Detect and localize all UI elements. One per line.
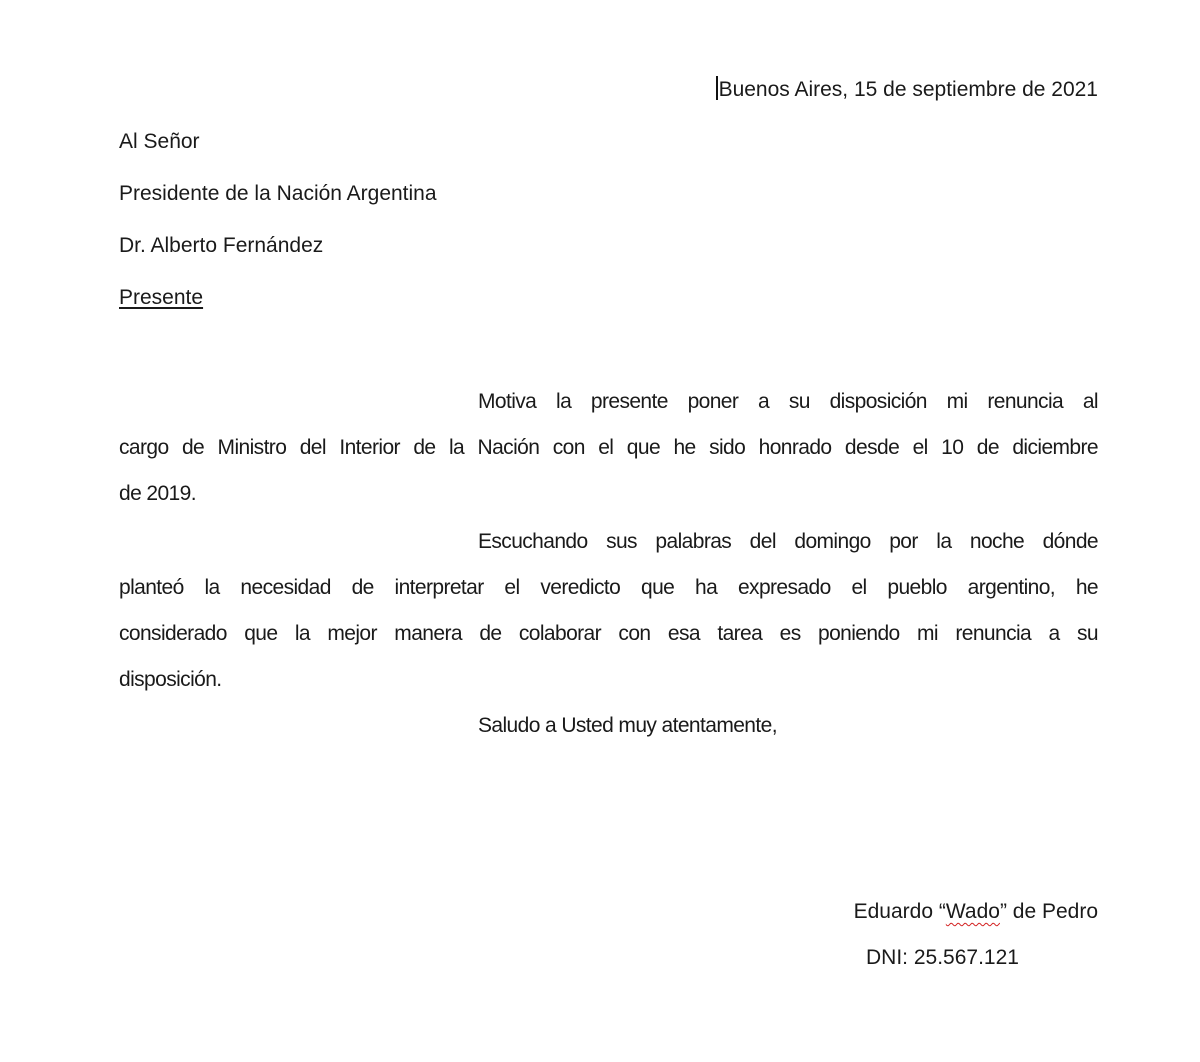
signature-name (854, 898, 1098, 926)
signature-first: Eduardo “ (853, 900, 946, 923)
signature-last: ” de Pedro (999, 900, 1098, 923)
paragraph2-line1: Escuchando sus palabras del domingo por la noche dónde (478, 530, 1098, 553)
signature-nickname-misspelled[interactable]: Wado (945, 900, 1000, 923)
recipient-presente: Presente (119, 286, 204, 309)
recipient-salutation: Al Señor (119, 130, 200, 153)
paragraph1-line2: cargo de Ministro del Interior de la Nación con el que he sido honrado desde el 10 de diciembre (119, 436, 1098, 459)
signature-dni: DNI: 25.567.121 (866, 946, 1019, 969)
paragraph1-line1: Motiva la presente poner a su disposición mi renuncia al (478, 390, 1098, 413)
text-cursor (716, 76, 718, 100)
date-line[interactable] (716, 76, 1098, 104)
paragraph2-line4: disposición. (119, 668, 222, 691)
paragraph2-line3: considerado que la mejor manera de colaborar con esa tarea es poniendo mi renuncia a su (119, 622, 1098, 645)
paragraph1-line3: de 2019. (119, 482, 196, 505)
date-text: Buenos Aires, 15 de septiembre de 2021 (718, 78, 1098, 101)
closing-line: Saludo a Usted muy atentamente, (478, 714, 777, 737)
recipient-title: Presidente de la Nación Argentina (119, 182, 437, 205)
recipient-name: Dr. Alberto Fernández (119, 234, 324, 257)
paragraph2-line2: planteó la necesidad de interpretar el veredicto que ha expresado el pueblo argentino, he (119, 576, 1098, 599)
